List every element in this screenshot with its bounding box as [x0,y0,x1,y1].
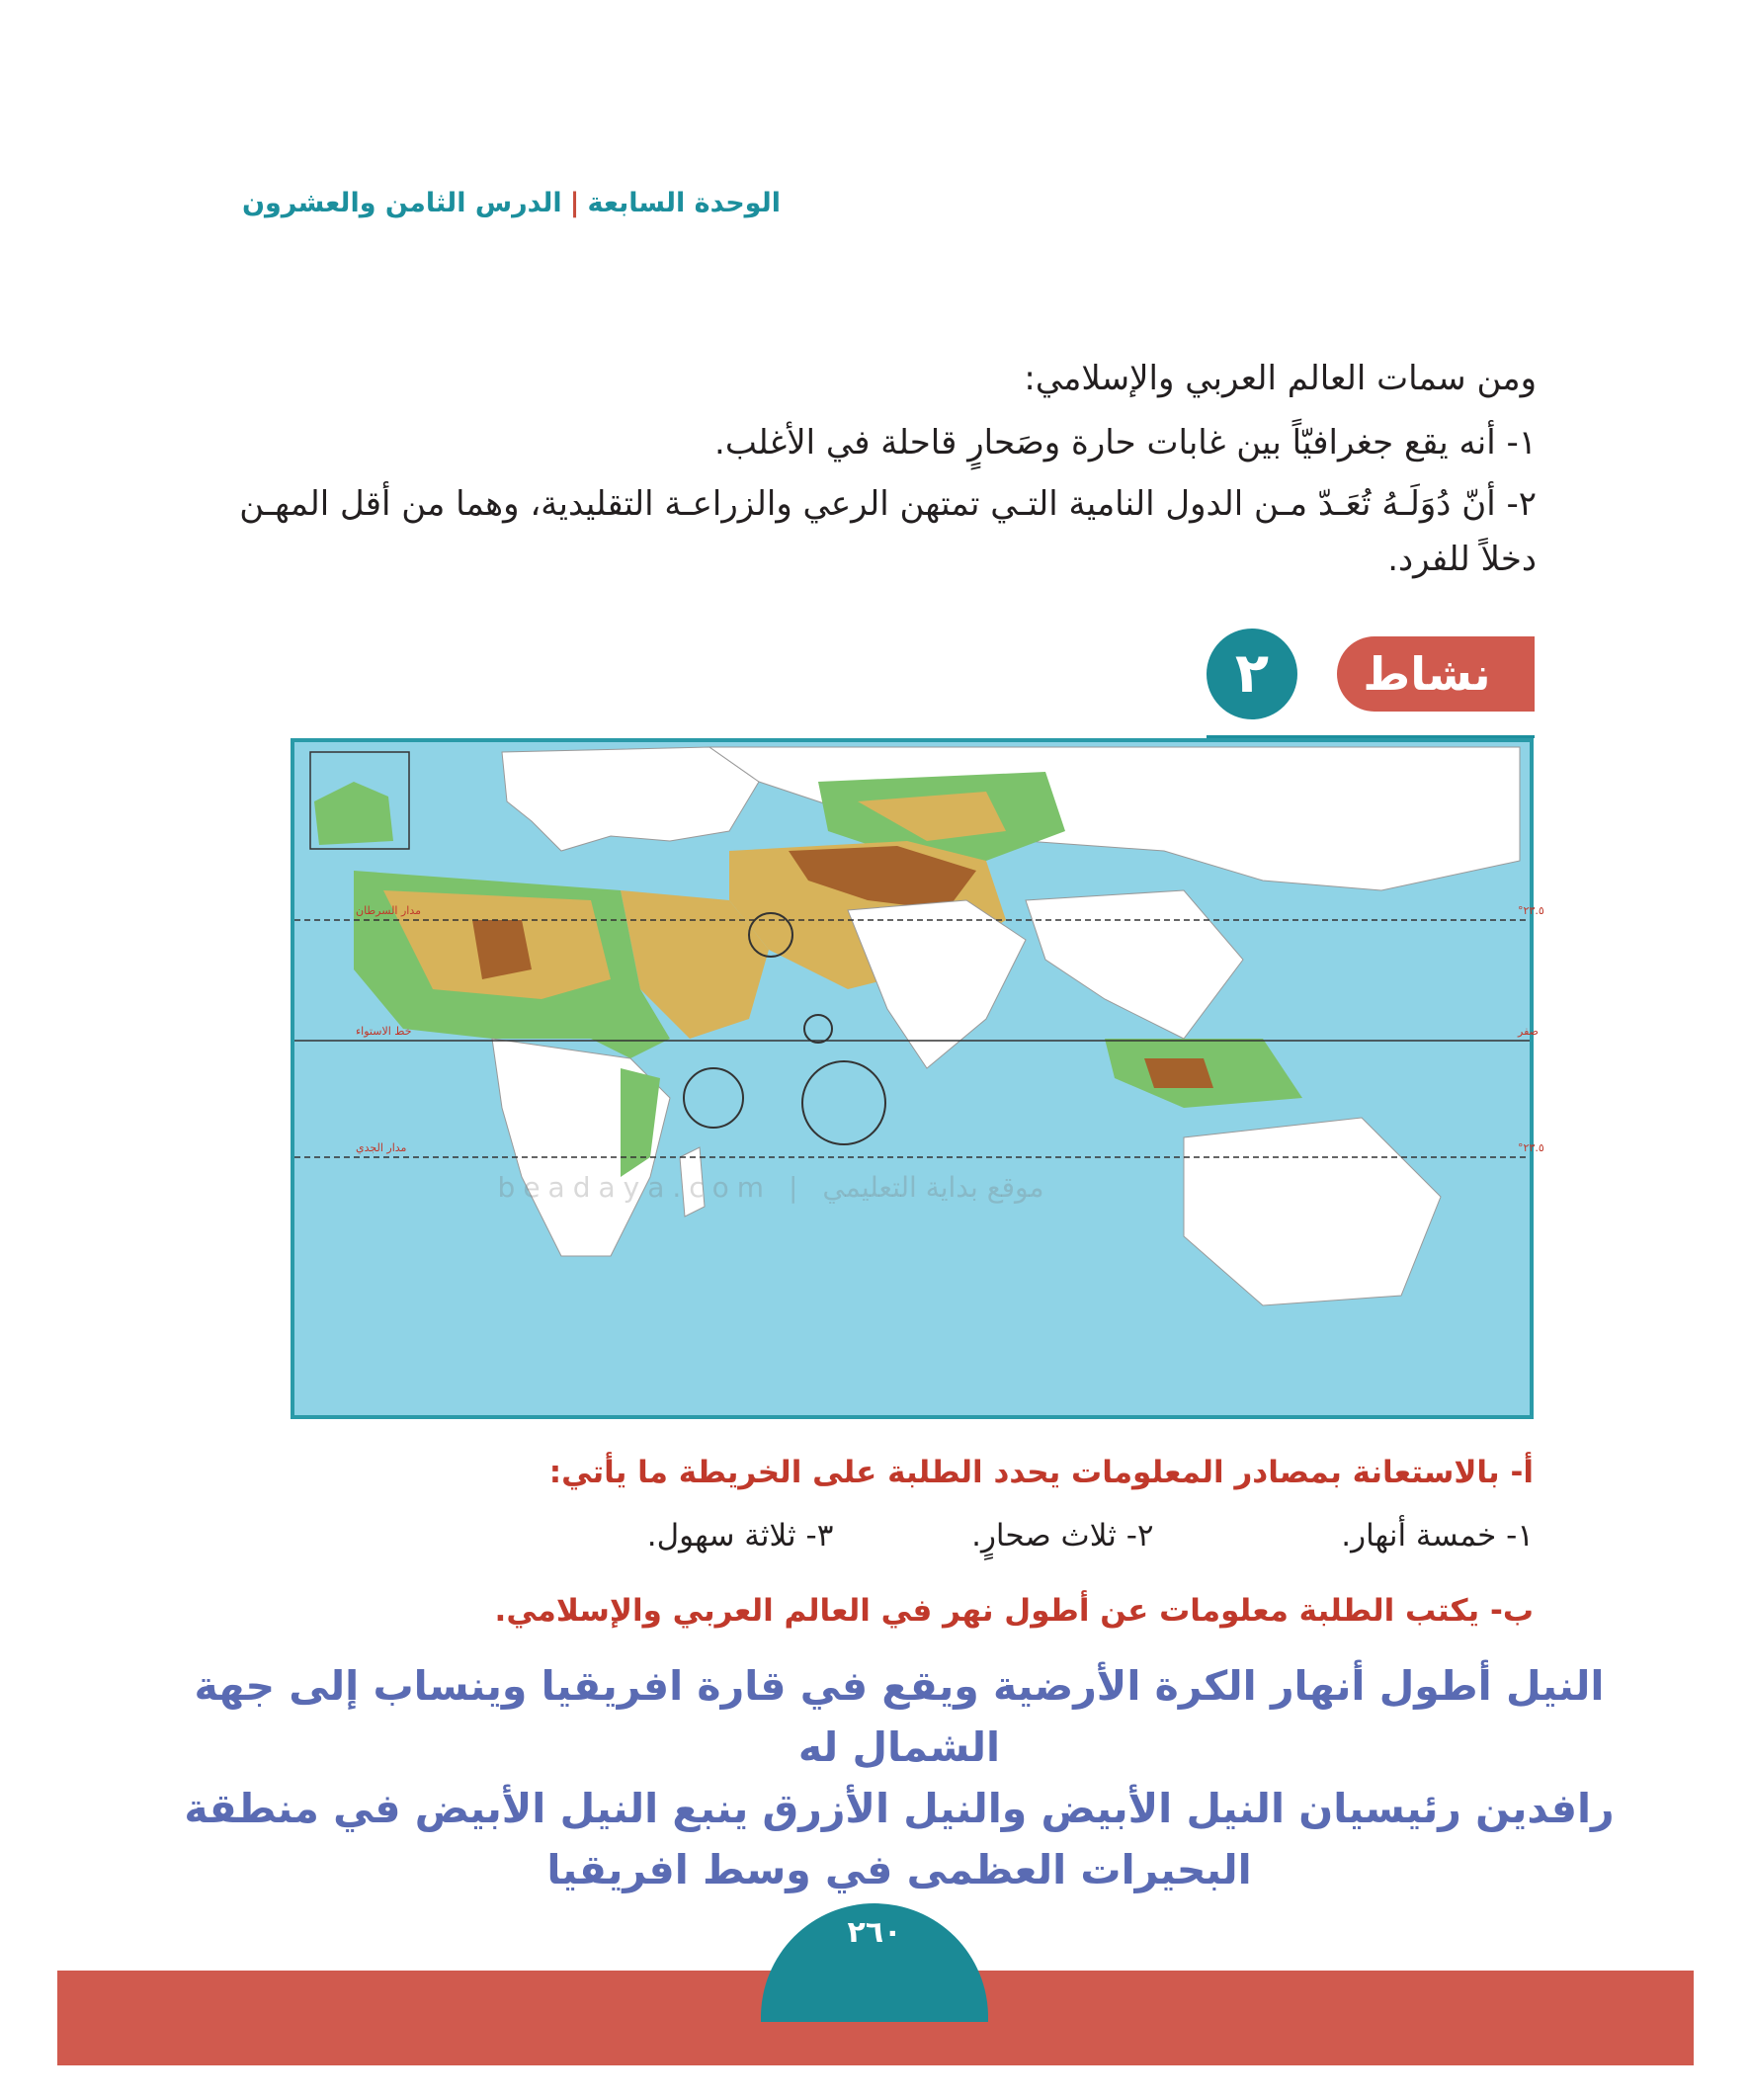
tropic-cancer-label: مدار السرطان [356,904,422,917]
header-separator: | [569,188,580,218]
handwritten-answer [178,1655,1621,1900]
option-2: ٢- ثلاث صحارٍ. [971,1518,1154,1554]
equator-degree: صفر [1518,1025,1539,1038]
page-number: ٢٦٠ [847,1915,902,1950]
activity-badge [1207,629,1535,719]
activity-number: ٢ [1207,629,1297,719]
intro-text: ومن سمات العالم العربي والإسلامي: [1024,359,1537,398]
cancer-degree: ٢٣.٥° [1518,904,1544,917]
running-header [241,188,781,218]
equator-label: خط الاستواء [356,1025,412,1038]
option-1: ١- خمسة أنهار. [1341,1518,1534,1554]
lesson-label: الدرس الثامن والعشرون [241,188,562,218]
question-b: ب- يكتب الطلبة معلومات عن أطول نهر في العالم العربي والإسلامي. [494,1593,1534,1629]
sahara-mountains [472,920,532,979]
capricorn-degree: ٢٣.٥° [1518,1141,1544,1154]
watermark: beadaya.com | موقع بداية التعليمي [497,1171,1044,1204]
tropic-capricorn-label: مدار الجدي [356,1141,407,1154]
option-3: ٣- ثلاثة سهول. [646,1518,834,1554]
unit-label: الوحدة السابعة [587,188,781,218]
point-2: ٢- أنّ دُوَلَـهُ تُعَـدّ مـن الدول النامية التـي تمتهن الرعي والزراعـة التقليدية، وهما من أقل المهـن دخلاً للفرد. [239,484,1537,579]
answer-line-2: رافدين رئيسيان النيل الأبيض والنيل الأزرق ينبع النيل الأبيض في منطقة [184,1785,1615,1832]
activity-label: نشاط [1337,636,1535,712]
question-a-options [209,1518,1534,1554]
answer-line-1: النيل أطول أنهار الكرة الأرضية ويقع في قارة افريقيا وينساب إلى جهة الشمال له [194,1662,1605,1771]
physical-map [291,738,1544,1419]
indonesia-mountains [1144,1058,1213,1088]
point-1: ١- أنه يقع جغرافيّاً بين غابات حارة وصَحارٍ قاحلة في الأغلب. [714,423,1537,462]
question-a: أ- بالاستعانة بمصادر المعلومات يحدد الطلبة على الخريطة ما يأتي: [548,1455,1534,1490]
answer-line-3: البحيرات العظمى في وسط افريقيا [546,1846,1252,1893]
